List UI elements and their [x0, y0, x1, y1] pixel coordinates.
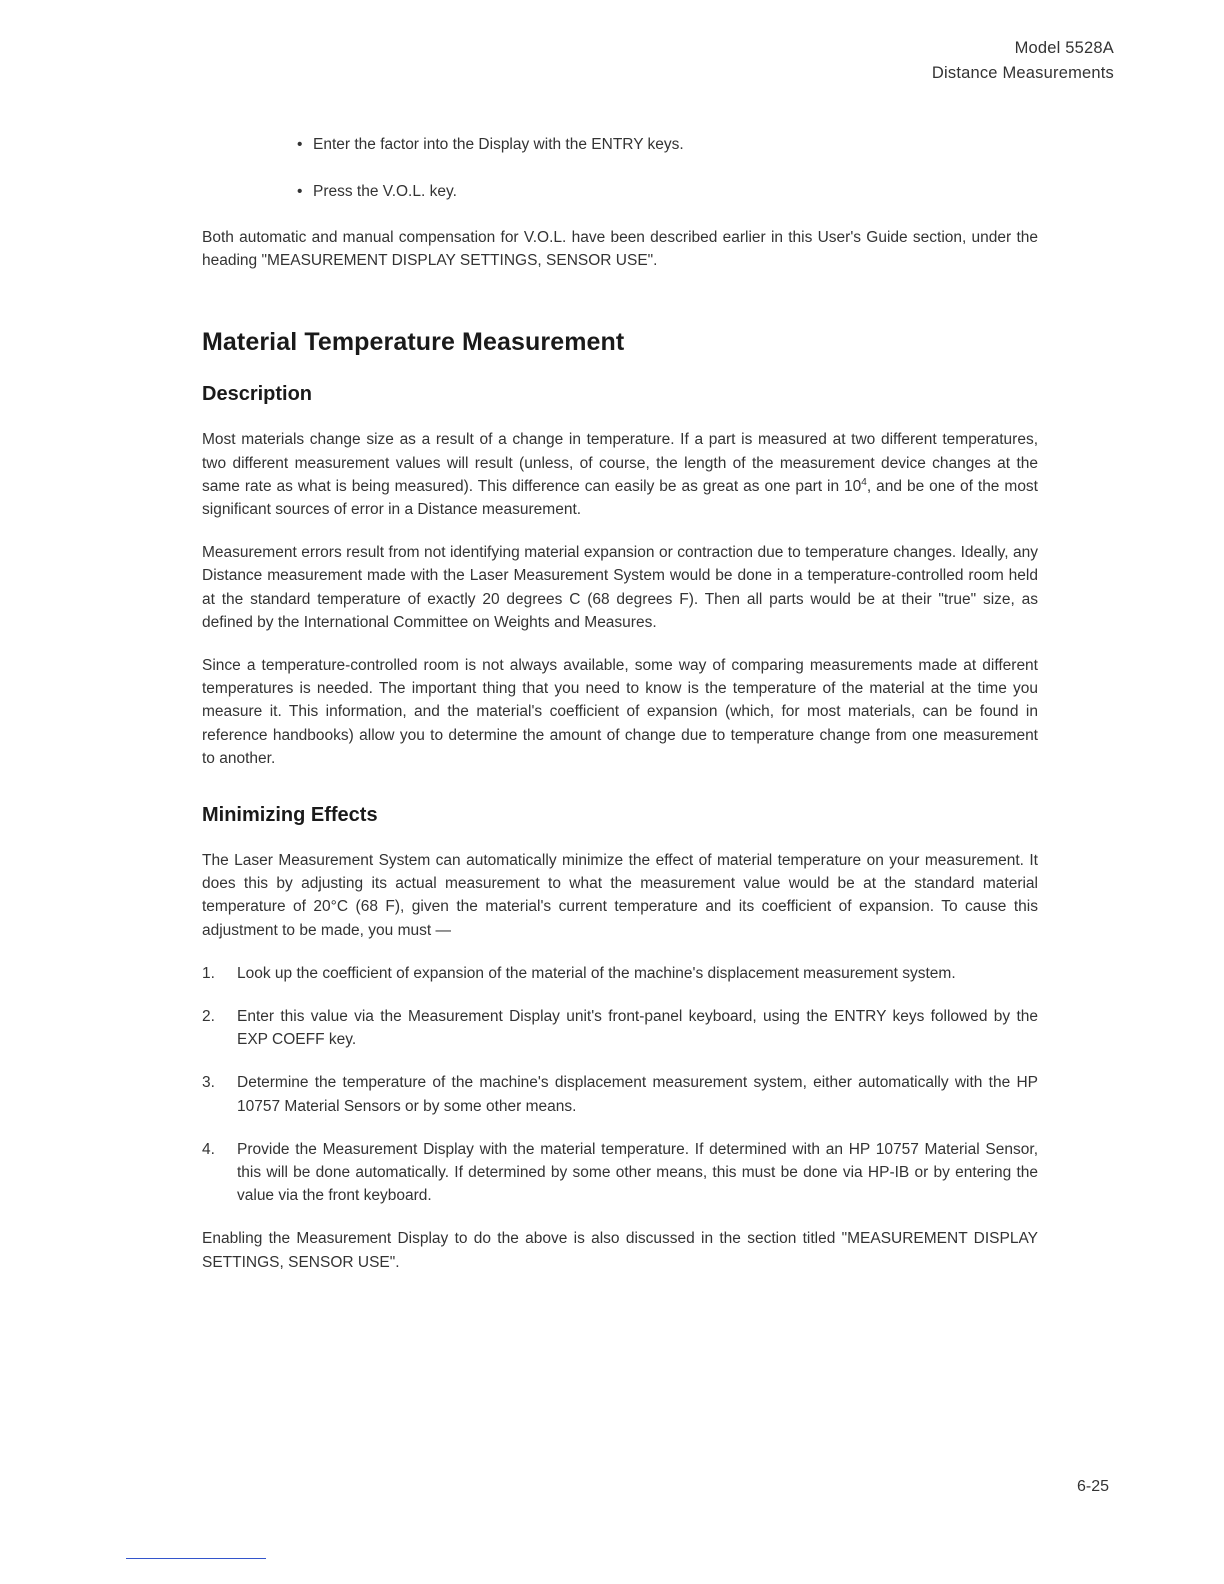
step-number: 4. [202, 1140, 215, 1158]
running-header [932, 36, 1114, 86]
section-title: Material Temperature Measurement [202, 328, 625, 357]
step-text: Provide the Measurement Display with the material temperature. If determined with an HP 10757 Material Sensor, this will be done automatically. If determined by some other means, this must be done via HP-IB or by entering the value via the front keyboard. [237, 1140, 1038, 1205]
step-item [202, 1071, 1038, 1117]
step-item [202, 962, 1038, 985]
step-text: Enter this value via the Measurement Display unit's front-panel keyboard, using the ENTRY keys followed by the EXP COEFF key. [237, 1008, 1038, 1049]
step-text: Look up the coefficient of expansion of the material of the machine's displacement measurement system. [237, 964, 956, 982]
minimizing-heading: Minimizing Effects [202, 804, 378, 827]
description-p1-text: Most materials change size as a result of a change in temperature. If a part is measured at two different temperatures, two different measurement values will result (unless, of course, the length of the measurement device changes at the same rate as what is being measured). This difference can easily be as great as one part in 10 [202, 431, 1038, 495]
minimizing-paragraph: The Laser Measurement System can automatically minimize the effect of material temperature on your measurement. It does this by adjusting its actual measurement to what the measurement value would be at the standard material temperature of 20°C (68 F), given the material's current temperature and its coefficient of expansion. To cause this adjustment to be made, you must — [202, 852, 1038, 939]
step-number: 1. [202, 964, 215, 982]
closing-paragraph: Enabling the Measurement Display to do the above is also discussed in the section titled "MEASUREMENT DISPLAY SETTINGS, SENSOR USE". [202, 1230, 1038, 1271]
step-number: 3. [202, 1074, 215, 1092]
step-item [202, 1005, 1038, 1051]
bullet-dot: • [297, 183, 303, 200]
step-number: 2. [202, 1008, 215, 1026]
bullet-item [297, 134, 1057, 156]
description-paragraph-1 [202, 428, 1038, 521]
bullet-list [297, 134, 1057, 228]
header-model: Model 5528A [1014, 39, 1114, 57]
step-item [202, 1138, 1038, 1208]
description-p1-tail: , and be one of the most significant sources of error in a Distance measurement. [202, 477, 1038, 519]
header-section: Distance Measurements [931, 64, 1114, 82]
bullet-dot: • [297, 136, 303, 153]
bullet-item [297, 181, 1057, 203]
description-heading: Description [202, 383, 313, 406]
steps-list [202, 962, 1038, 1208]
description-paragraph-3: Since a temperature-controlled room is not always available, some way of comparing measurements made at different temperatures is needed. The important thing that you need to know is the temperature of the material at the time you measure it. This information, and the material's coefficient of expansion (which, for most materials, can be found in reference handbooks) allow you to determine the amount of change due to temperature change from one measurement to another. [202, 657, 1038, 767]
step-text: Determine the temperature of the machine's displacement measurement system, either automatically with the HP 10757 Material Sensors or by some other means. [237, 1074, 1038, 1115]
exponent: 4 [861, 476, 867, 488]
intro-paragraph: Both automatic and manual compensation for V.O.L. have been described earlier in this User's Guide section, under the heading "MEASUREMENT DISPLAY SETTINGS, SENSOR USE". [202, 229, 1038, 270]
footer-rule [126, 1558, 266, 1559]
page-content [202, 226, 1038, 1274]
bullet-text: Press the V.O.L. key. [313, 183, 457, 200]
bullet-text: Enter the factor into the Display with the ENTRY keys. [313, 136, 684, 153]
page-number: 6-25 [1077, 1478, 1110, 1495]
description-paragraph-2: Measurement errors result from not identifying material expansion or contraction due to temperature changes. Ideally, any Distance measurement made with the Laser Measurement System would be done in a temperature-controlled room held at the standard temperature of exactly 20 degrees C (68 degrees F). Then all parts would be at their "true" size, as defined by the International Committee on Weights and Measures. [202, 544, 1038, 631]
